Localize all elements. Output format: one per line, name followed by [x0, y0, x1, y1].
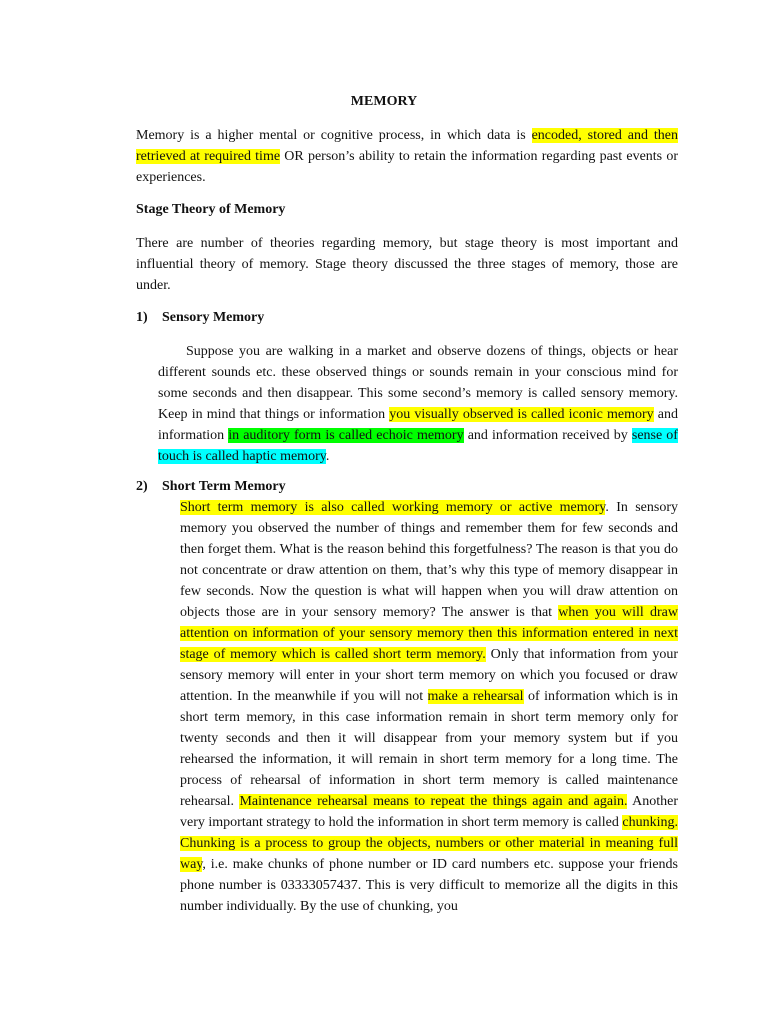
chunking-definition-highlight: Chunking is a process to group the objects, numbers or other material in meaning full way [180, 836, 678, 872]
working-memory-highlight: Short term memory is also called working memory or active memory [180, 500, 606, 515]
short-term-text-4: Another very important strategy to hold the information in short term memory is called [180, 794, 678, 830]
short-term-memory-number: 2) [136, 479, 148, 494]
short-term-text-3: of information which is in short term memory, in this case information remain in short term memory only for twenty seconds and then it will disappear from your memory system but if you rehearsed the information, it will remain in short term memory for a long time. The process of rehearsal of information in short term memory is called maintenance rehearsal. [180, 689, 678, 809]
iconic-memory-highlight: you visually observed is called iconic memory [389, 407, 654, 422]
sensory-memory-heading [136, 310, 264, 326]
sensory-text-2: and information [158, 407, 678, 443]
echoic-memory-highlight: in auditory form is called echoic memory [228, 428, 464, 443]
short-term-memory-title: Short Term Memory [162, 479, 286, 494]
haptic-memory-highlight: sense of touch is called haptic memory [158, 428, 678, 464]
sensory-memory-number: 1) [136, 310, 148, 325]
short-term-text-6: , i.e. make chunks of phone number or ID card numbers etc. suppose your friends phone number is 03333057437. This is very difficult to memorize all the digits in this number individually. By the use of chunking, you [180, 857, 678, 914]
short-term-memory-heading [136, 479, 286, 495]
chunking-word-highlight: chunking. [622, 815, 678, 830]
maintenance-rehearsal-highlight: Maintenance rehearsal means to repeat the things again and again. [239, 794, 628, 809]
short-term-text-1: . In sensory memory you observed the number of things and remember them for few seconds and then forget them. What is the reason behind this forgetfulness? The reason is that you do not concentrate or draw attention on them, that’s why this type of memory disappear in few seconds. Now the question is what will happen when you will draw attention on objects those are in your sensory memory? The answer is that [180, 500, 678, 620]
sensory-text-1: Suppose you are walking in a market and observe dozens of things, objects or hear different sounds etc. these observed things or sounds remain in your conscious mind for some seconds and then disappear. This some second’s memory is called sensory memory. Keep in mind that things or information [158, 344, 678, 422]
intro-paragraph [136, 125, 678, 188]
stage-theory-paragraph: There are number of theories regarding memory, but stage theory is most important and influential theory of memory. Stage theory discussed the three stages of memory, those are under. [136, 236, 678, 293]
rehearsal-highlight: make a rehearsal [427, 689, 524, 704]
intro-highlight: encoded, stored and then retrieved at required time [136, 128, 678, 164]
sensory-memory-title: Sensory Memory [162, 310, 265, 325]
sensory-memory-paragraph [158, 341, 678, 467]
document-title: MEMORY [350, 94, 418, 109]
attention-highlight: when you will draw attention on information of your sensory memory then this information entered in next stage of memory which is called short term memory. [180, 605, 678, 662]
sensory-text-3: and information received by [463, 428, 632, 443]
intro-text-1: Memory is a higher mental or cognitive process, in which data is [136, 128, 532, 143]
short-term-memory-paragraph [180, 497, 678, 917]
intro-text-2: OR person’s ability to retain the information regarding past events or experiences. [136, 149, 679, 185]
sensory-text-4: . [325, 449, 330, 464]
short-term-text-2: Only that information from your sensory memory will enter in your short term memory on which you focused or draw attention. In the meanwhile if you will not [180, 647, 678, 704]
stage-theory-heading: Stage Theory of Memory [136, 202, 286, 217]
